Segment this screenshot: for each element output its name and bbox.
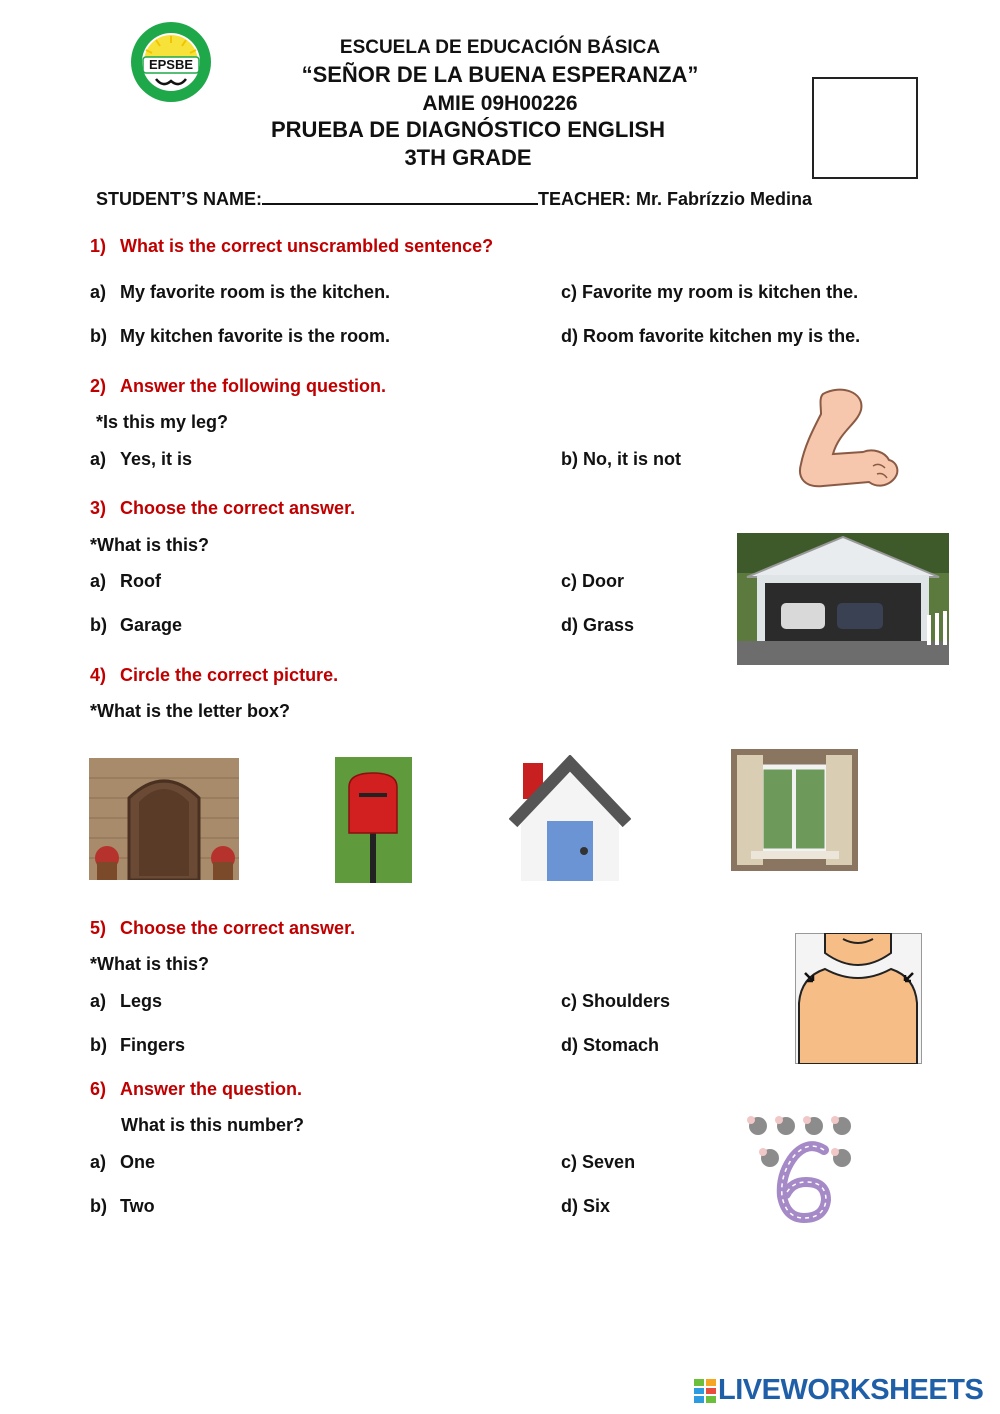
number-six-picture (742, 1110, 860, 1228)
question-3-prompt: *What is this? (90, 535, 210, 555)
question-5-prompt: *What is this? (90, 954, 210, 974)
q2-option-b[interactable]: b) No, it is not (561, 449, 682, 469)
test-title: PRUEBA DE DIAGNÓSTICO ENGLISH (271, 117, 665, 142)
liveworksheets-icon (694, 1379, 716, 1403)
q6-option-a[interactable]: a) One (90, 1152, 156, 1172)
school-type: ESCUELA DE EDUCACIÓN BÁSICA (339, 37, 661, 58)
student-name-row (96, 186, 812, 210)
q3-option-a[interactable]: a) Roof (90, 571, 161, 591)
garage-picture (737, 533, 949, 665)
question-4-title: 4) Circle the correct picture. (90, 665, 339, 685)
question-6-prompt: What is this number? (121, 1115, 305, 1135)
student-name-field[interactable] (262, 186, 538, 205)
q5-option-c[interactable]: c) Shoulders (561, 991, 671, 1011)
liveworksheets-logo[interactable] (694, 1374, 994, 1406)
question-5-title: 5) Choose the correct answer. (90, 918, 356, 938)
q6-option-d[interactable]: d) Six (561, 1196, 611, 1216)
q6-option-b[interactable]: b) Two (90, 1196, 155, 1216)
question-4-prompt: *What is the letter box? (90, 701, 291, 721)
school-logo (130, 21, 212, 103)
shoulders-picture (795, 933, 922, 1064)
school-name: “SEÑOR DE LA BUENA ESPERANZA” (301, 62, 699, 87)
logo-text: EPSBE (148, 57, 194, 72)
arm-picture (793, 386, 905, 492)
q5-option-b[interactable]: b) Fingers (90, 1035, 186, 1055)
q1-option-c[interactable]: c) Favorite my room is kitchen the. (561, 282, 859, 302)
liveworksheets-brand: LIVEWORKSHEETS (718, 1374, 984, 1406)
grade-box[interactable] (812, 77, 918, 179)
question-1-title: 1) What is the correct unscrambled sentence? (90, 236, 494, 256)
student-name-label: STUDENT’S NAME: (96, 189, 262, 209)
letter-box-picture[interactable] (335, 757, 412, 883)
q6-option-c[interactable]: c) Seven (561, 1152, 636, 1172)
question-6-title: 6) Answer the question. (90, 1079, 303, 1099)
q3-option-d[interactable]: d) Grass (561, 615, 635, 635)
teacher-label: TEACHER: Mr. Fabrízzio Medina (538, 189, 813, 209)
house-picture[interactable] (509, 755, 631, 882)
q3-option-c[interactable]: c) Door (561, 571, 625, 591)
q5-option-a[interactable]: a) Legs (90, 991, 163, 1011)
question-2-title: 2) Answer the following question. (90, 376, 387, 396)
q5-option-d[interactable]: d) Stomach (561, 1035, 660, 1055)
q1-option-a[interactable]: a) My favorite room is the kitchen. (90, 282, 391, 302)
q2-option-a[interactable]: a) Yes, it is (90, 449, 193, 469)
amie-code: AMIE 09H00226 (422, 92, 578, 115)
q3-option-b[interactable]: b) Garage (90, 615, 183, 635)
question-2-prompt: *Is this my leg? (96, 412, 229, 432)
window-picture[interactable] (731, 749, 858, 871)
q1-option-b[interactable]: b) My kitchen favorite is the room. (90, 326, 391, 346)
door-picture[interactable] (89, 758, 239, 880)
grade: 3TH GRADE (404, 145, 532, 170)
question-3-title: 3) Choose the correct answer. (90, 498, 356, 518)
q1-option-d[interactable]: d) Room favorite kitchen my is the. (561, 326, 861, 346)
